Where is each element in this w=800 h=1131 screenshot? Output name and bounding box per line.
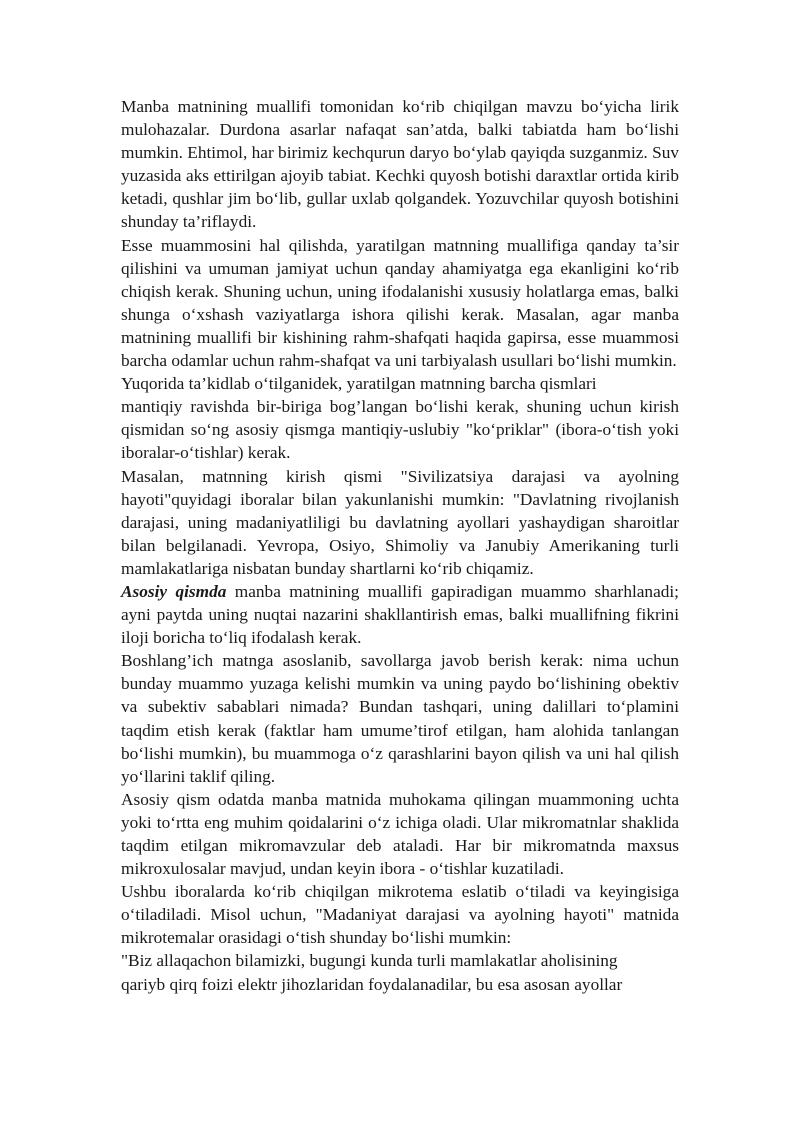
paragraph-line: qariyb qirq foizi elektr jihozlaridan foydalanadilar, bu esa asosan ayollar [121, 974, 623, 994]
paragraph-logical-bridges [121, 372, 679, 464]
paragraph-body: mantiqiy ravishda bir-biriga bog’langan bo‘lishi kerak, shuning uchun kirish qismidan so‘ng asosiy qismga mantiqiy-uslubiy "ko‘priklar" (ibora-o‘tish yoki iboralar-o‘tishlar) kerak. [121, 397, 679, 463]
main-part-text: manba matnining muallifi gapiradigan muammo sharhlanadi; ayni paytda uning nuqtai nazarini shakllantirish emas, balki muallifning fikrini iloji boricha to‘liq ifodalash kerak. [121, 581, 679, 648]
paragraph-essay-problem: Esse muammosini hal qilishda, yaratilgan matnning muallifiga qanday ta’sir qilishini va umuman jamiyat uchun qanday ahamiyatga ega ekanligini ko‘rib chiqish kerak. Shuning uchun, uning ifodalanishi xususiy holatlarga emas, balki shunga o‘xshash vaziyatlarga ishora qilishi kerak. Masalan, agar manba matnining muallifi bir kishining rahm-shafqati haqida gapirsa, esse muammosi barcha odamlar uchun rahm-shafqat va uni tarbiyalash usullari bo‘lishi mumkin. [121, 235, 679, 371]
paragraph-quote-start [121, 949, 679, 995]
paragraph-introduction-example: Masalan, matnning kirish qismi "Sivilizatsiya darajasi va ayolning hayoti"quyidagi iboralar bilan yakunlanishi mumkin: "Davlatning rivojlanish darajasi, uning madaniyatliligi bu davlatning ayollari yashaydigan sharoitlar bilan belgilanadi. Yevropa, Osiyo, Shimoliy va Janubiy Amerikaning turli mamlakatlariga nisbatan bunday shartlarni ko‘rib chiqamiz. [121, 466, 679, 578]
paragraph-lyrical-reflections: Manba matnining muallifi tomonidan ko‘rib chiqilgan mavzu bo‘yicha lirik mulohazalar. Durdona asarlar nafaqat san’atda, balki tabiatda ham bo‘lishi mumkin. Ehtimol, har birimiz kechqurun daryo bo‘ylab qayiqda suzganmiz. Suv yuzasida aks ettirilgan ajoyib tabiat. Kechki quyosh botishi daraxtlar ortida kirib ketadi, qushlar jim bo‘lib, gullar uxlab qolgandek. Yozuvchilar quyosh botishini shunday ta’riflaydi. [121, 97, 679, 232]
paragraph-answer-questions: Boshlang’ich matnga asoslanib, savollarga javob berish kerak: nima uchun bunday muammo yuzaga kelishi mumkin va uning paydo bo‘lishining obektiv va subektiv sabablari nimada? Bundan tashqari, uning dalillari to‘plamini taqdim etish kerak (faktlar ham umume’tirof etilgan, ham alohida tanlangan bo‘lishi mumkin), bu muammoga o‘z qarashlarini bayon qilish va uni hal qilish yo‘llarini taklif qiling. [121, 651, 679, 786]
main-part-term: Asosiy qismda [121, 581, 227, 601]
document-page [121, 95, 679, 996]
paragraph-transition-phrases: Ushbu iboralarda ko‘rib chiqilgan mikrotema eslatib o‘tiladi va keyingisiga o‘tiladiladi. Misol uchun, "Madaniyat darajasi va ayolning hayoti" matnida mikrotemalar orasidagi o‘tish shunday bo‘lishi mumkin: [121, 882, 679, 948]
paragraph-micro-topics: Asosiy qism odatda manba matnida muhokama qilingan muammoning uchta yoki to‘rtta eng muhim qoidalarini o‘z ichiga oladi. Ular mikromatnlar shaklida taqdim etilgan mikromavzular deb ataladi. Har bir mikromatnda maxsus mikroxulosalar mavjud, undan keyin ibora - o‘tishlar kuzatiladi. [121, 789, 679, 879]
paragraph-line: Yuqorida ta’kidlab o‘tilganidek, yaratilgan matnning barcha qismlari [121, 374, 597, 394]
paragraph-main-part [121, 580, 679, 649]
paragraph-line: "Biz allaqachon bilamizki, bugungi kunda turli mamlakatlar aholisining [121, 951, 618, 971]
